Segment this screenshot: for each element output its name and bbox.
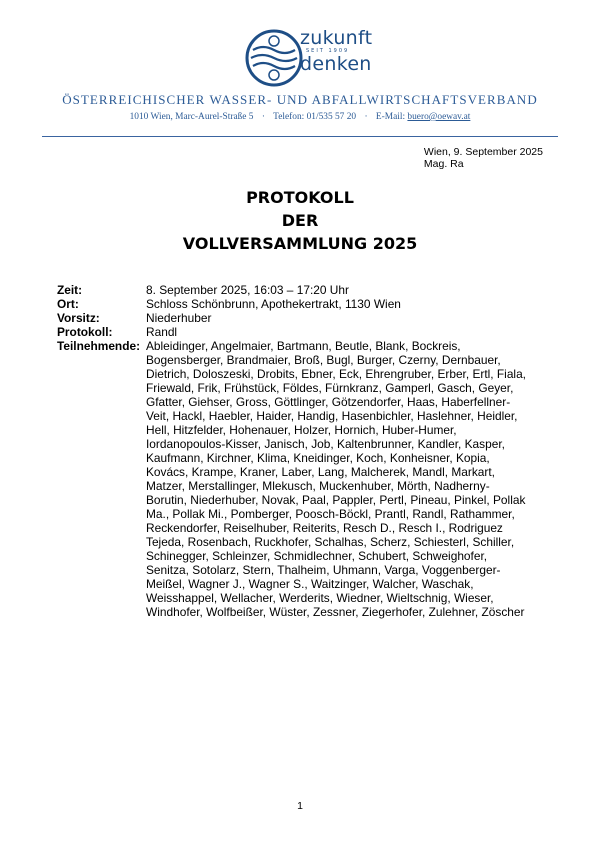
participants-list: Ableidinger, Angelmaier, Bartmann, Beutle, Blank, Bockreis, Bogensberger, Brandmaier, Broß, Bugl, Burger, Czerny, Dernbauer, Dietrich, Doloszeski, Drobits, Ebner, Eck, Ehrengruber, Erber, Ertl, Fiala, Friewald, Frik, Frühstück, Földes, Fürnkranz, Gamperl, Gasch, Geyer, Gfatter, Giehser, Gross, Göttlinger, Götzendorfer, Haas, Haberfellner- Veit, Hackl, Haebler, Haider, Handig, Hasenbichler, Haslehner, Heidler, Hell, Hitzfelder, Hohenauer, Holzer, Hornich, Huber-Humer, Iordanopoulos-Kisser, Janisch, Job, Kaltenbrunner, Kandler, Kasper, Kaufmann, Kirchner, Klima, Kneidinger, Koch, Konheisner, Kopia, Kovács, Krampe, Kraner, Laber, Lang, Malcherek, Mandl, Markart, Matzer, Merstallinger, Mlekusch, Muckenhuber, Mörth, Nadherny- Borutin, Niederhuber, Novak, Paal, Pappler, Pertl, Pineau, Pinkel, Pollak Ma., Pollak Mi., Pomberger, Poosch-Böckl, Prantl, Randl, Rathammer, Reckendorfer, Reiselhuber, Reiterits, Resch D., Resch I., Rodriguez Tejeda, Rosenbach, Ruckhofer, Schalhas, Scherz, Schiesterl, Schiller, Schinegger, Schleinzer, Schmidlechner, Schubert, Schweighofer, Senitza, Sotolarz, Stern, Thalheim, Uhmann, Varga, Voggenberger- Meißel, Wagner J., Wagner S., Waitzinger, Walcher, Waschak, Weisshappel, Wellacher, Werderits, Wiedner, Wieltschnig, Wieser, Windhofer, Wolfbeißer, Wüster, Zessner, Ziegerhofer, Zulehner, Zöscher [146,339,526,619]
field-label: Zeit: [57,283,83,297]
title-line-2: DER [281,211,319,230]
phone: Telefon: 01/535 57 20 [273,112,357,122]
title-line-3: VOLLVERSAMMLUNG 2025 [182,234,418,253]
field-zeit [57,283,557,297]
page-number: 1 [297,800,303,812]
field-label: Teilnehmende: [57,339,141,353]
separator: · [364,112,368,122]
document-author: Mag. Ra [423,158,464,170]
field-vorsitz [57,311,557,325]
logo-line-zukunft: zukunft [300,27,373,49]
field-teilnehmende [57,339,557,619]
field-value: Schloss Schönbrunn, Apothekertrakt, 1130 Wien [146,297,401,311]
address: 1010 Wien, Marc-Aurel-Straße 5 [129,112,254,122]
oewav-logo-icon [244,28,304,88]
email-link[interactable]: buero@oewav.at [407,112,471,122]
title-line-1: PROTOKOLL [246,188,354,207]
header-divider [42,136,558,137]
field-label: Vorsitz: [57,311,100,325]
document-date: Wien, 9. September 2025 [423,146,543,158]
meeting-details [57,283,557,619]
field-value: Niederhuber [146,311,212,325]
field-ort [57,297,557,311]
logo-line-since: SEIT 1909 [306,48,350,54]
contact-line [0,112,600,122]
email-label: E-Mail: [375,112,408,122]
logo-line-denken: denken [300,53,372,75]
organization-name: ÖSTERREICHISCHER WASSER- UND ABFALLWIRTSCHAFTSVERBAND [62,92,538,107]
document-title [0,186,600,255]
field-value: Randl [146,325,178,339]
field-protokoll [57,325,557,339]
separator: · [261,112,265,122]
field-label: Ort: [57,297,79,311]
logo-wordmark [300,28,372,74]
field-label: Protokoll: [57,325,113,339]
document-meta [424,146,543,170]
field-value: 8. September 2025, 16:03 – 17:20 Uhr [146,283,349,297]
oewav-logo [244,28,304,88]
